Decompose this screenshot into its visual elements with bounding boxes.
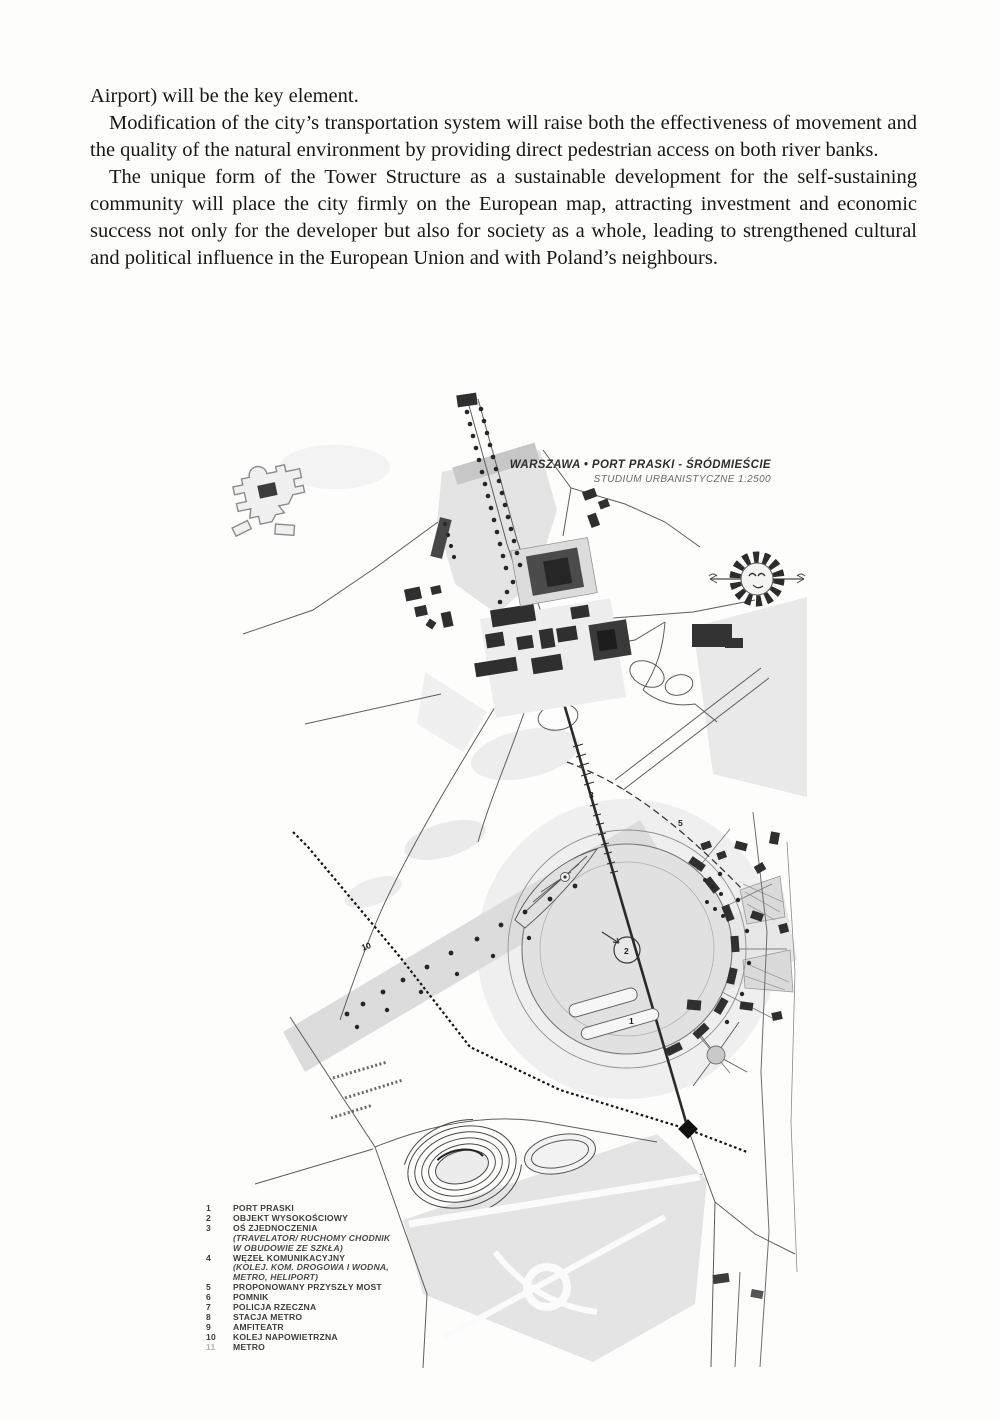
legend-item-subline: W OBUDOWIE ZE SZKŁA) bbox=[233, 1242, 343, 1253]
compass-rose-icon bbox=[709, 557, 805, 601]
body-paragraph: Airport) will be the key element. bbox=[90, 85, 359, 107]
legend-item-number: 9 bbox=[206, 1321, 211, 1332]
map-title: WARSZAWA • PORT PRASKI - ŚRÓDMIEŚCIE bbox=[509, 459, 771, 471]
legend-item-number: 8 bbox=[206, 1311, 211, 1322]
legend-item-label: PROPONOWANY PRZYSZŁY MOST bbox=[233, 1282, 382, 1293]
legend-item-number: 4 bbox=[206, 1252, 211, 1263]
fortress-icon bbox=[221, 458, 313, 548]
legend-item-label: OŚ ZJEDNOCZENIA bbox=[233, 1222, 318, 1233]
legend-item-subline: (TRAVELATOR/ RUCHOMY CHODNIK bbox=[233, 1232, 391, 1243]
marker-label-port: 1 bbox=[629, 1016, 634, 1026]
body-paragraph: The unique form of the Tower Structure as a sustainable development for the self-sustaining community will place the city firmly on the European map, attracting investment and economic success not only for the developer but also for society as a whole, leading to strengthened cultural and political influence in the European Union and with Poland’s neighbours. bbox=[90, 166, 917, 269]
legend-item-label: WĘZEŁ KOMUNIKACYJNY bbox=[233, 1252, 346, 1263]
legend-item-label: POMNIK bbox=[233, 1292, 269, 1303]
pier-hatches bbox=[331, 1062, 403, 1118]
legend-item-number: 10 bbox=[206, 1331, 216, 1342]
legend-item-label: OBJEKT WYSOKOŚCIOWY bbox=[233, 1212, 349, 1223]
legend-item-number: 2 bbox=[206, 1212, 211, 1223]
marker-label-tower: 2 bbox=[624, 946, 629, 956]
map-subtitle: STUDIUM URBANISTYCZNE 1:2500 bbox=[593, 474, 771, 485]
map-legend bbox=[206, 1204, 441, 1353]
legend-item-label: AMFITEATR bbox=[233, 1321, 284, 1332]
legend-item-number: 1 bbox=[206, 1203, 211, 1213]
body-paragraph: Modification of the city’s transportation system will raise both the effectiveness of movement and the quality of the natural environment by providing direct pedestrian access on both river banks. bbox=[90, 112, 917, 161]
legend-item-number: 6 bbox=[206, 1292, 211, 1303]
legend-item-number: 5 bbox=[206, 1282, 211, 1293]
legend-item-label: METRO bbox=[233, 1341, 266, 1352]
legend-item-label: POLICJA RZECZNA bbox=[233, 1302, 317, 1313]
legend-item bbox=[206, 1343, 441, 1353]
marker-label-rail: 10 bbox=[359, 940, 373, 953]
legend-item-number: 7 bbox=[206, 1302, 211, 1313]
legend-item-subline: (KOLEJ. KOM. DROGOWA I WODNA, bbox=[233, 1262, 389, 1273]
legend-item-label: PORT PRASKI bbox=[233, 1203, 294, 1213]
body-text bbox=[90, 83, 917, 272]
legend-item-number: 3 bbox=[206, 1222, 211, 1233]
marker-label-axis: 3 bbox=[589, 790, 594, 800]
roundabout bbox=[707, 1046, 725, 1064]
legend-item-label: KOLEJ NAPOWIETRZNA bbox=[233, 1331, 338, 1342]
marker-label-bridge: 5 bbox=[678, 818, 683, 828]
legend-item-label: STACJA METRO bbox=[233, 1311, 303, 1322]
legend-item-number: 11 bbox=[206, 1341, 216, 1352]
legend-item-subline: METRO, HELIPORT) bbox=[233, 1272, 319, 1283]
